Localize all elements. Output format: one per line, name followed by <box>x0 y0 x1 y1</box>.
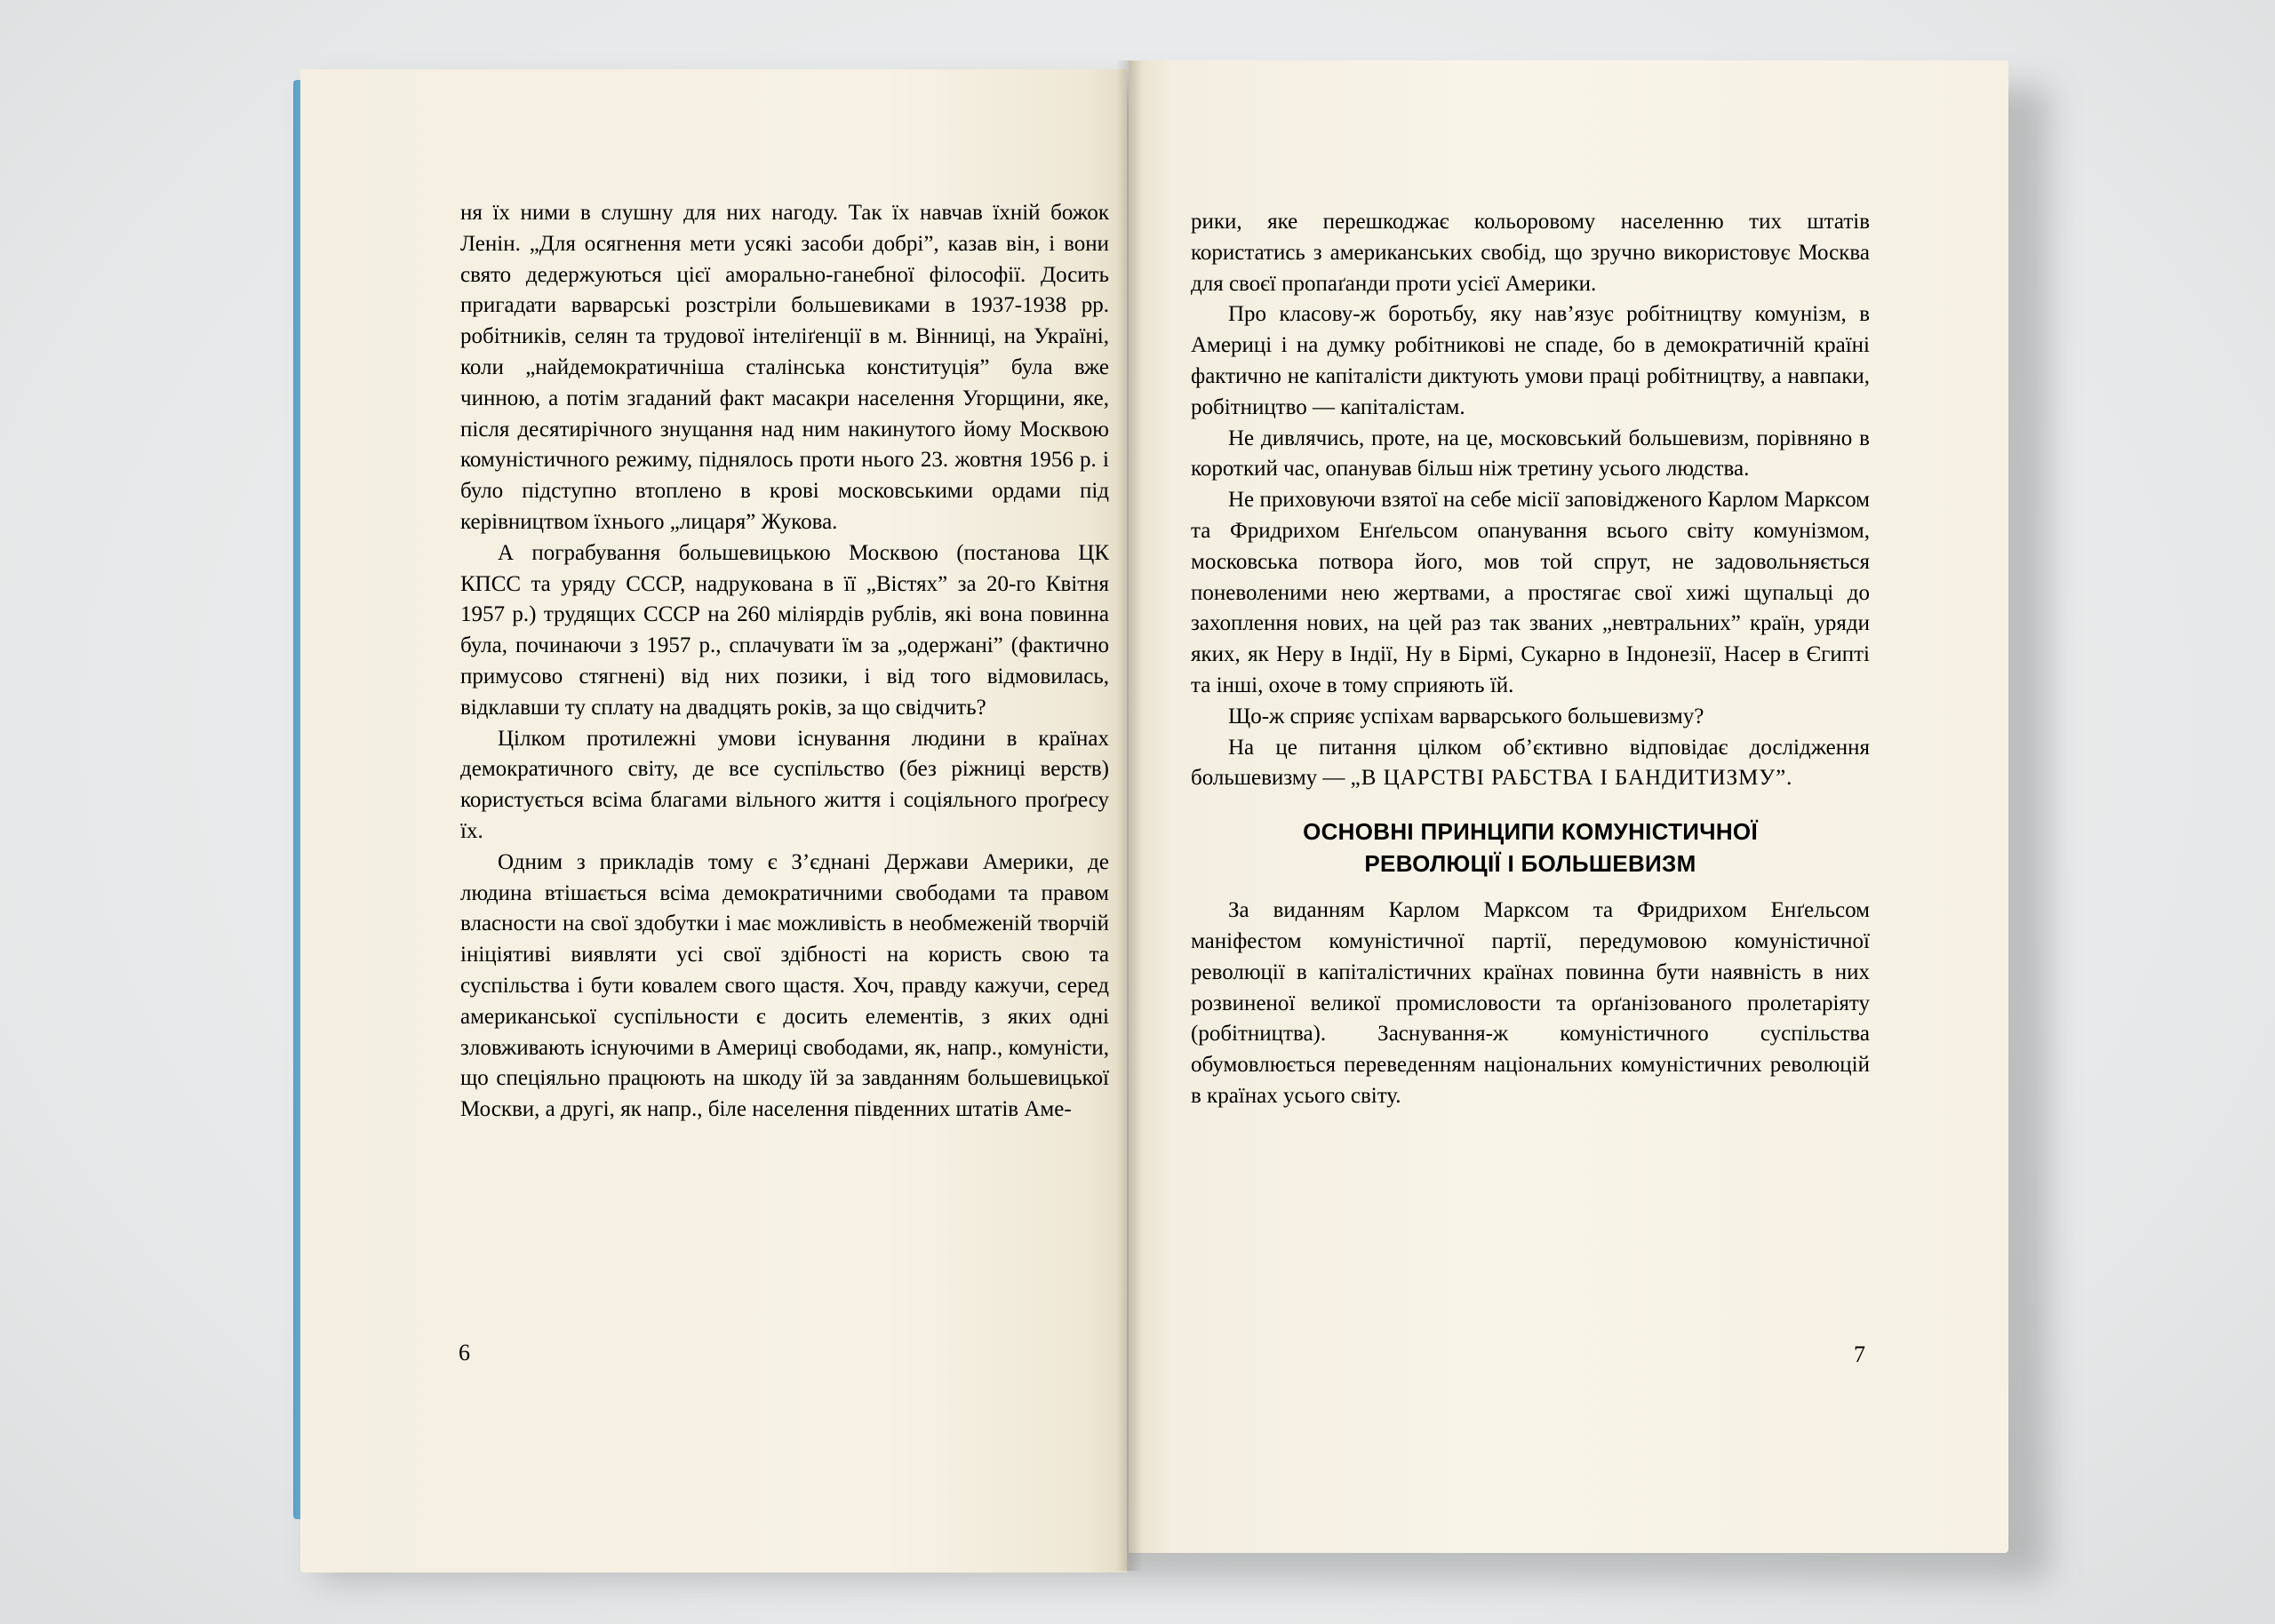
reference-paragraph <box>1191 733 1870 795</box>
right-paragraph: Що-ж сприяє успіхам варварського большевизму? <box>1228 704 1704 728</box>
section-heading-line: РЕВОЛЮЦІЇ І БОЛЬШЕВИЗМ <box>1364 850 1696 878</box>
left-paragraph: ня їх ними в слушну для них нагоду. Так їх навчав їхній божок Ленін. „Для осягнення мети усякі засоби добрі”, казав він, і вони свято дедержуються цієї аморально-ганебної філософії. Досить пригадати варварські розстріли большевиками в 1937-1938 рр. робітників, селян та трудової інтеліґенції в м. Вінниці, на Україні, коли „найдемократичніша сталінська конституція” була вже чинною, а потім згаданий факт масакри населення Угорщини, яке, після десятирічного знущання над ним накинутого йому Москвою комуністичного режиму, піднялось проти нього 23. жовтня 1956 р. і було підступно втоплено в крові московськими ордами під керівництвом їхнього „лицаря” Жукова. <box>460 201 1109 534</box>
right-paragraph: Не приховуючи взятої на себе місії заповідженого Карлом Марксом та Фридрихом Енґельсом опанування всього світу комунізмом, московська потвора його, мов той спрут, не задовольняється поневоленими нею жертвами, а простягає свої хижі щупальці до захоплення нових, на цей раз так званих „невтральних” країн, уряди яких, як Неру в Індії, Ну в Бірмі, Сукарно в Індонезії, Насер в Єгипті та інші, охоче в тому сприяють їй. <box>1191 488 1870 697</box>
page-number-left: 6 <box>459 1340 470 1365</box>
right-paragraph: За виданням Карлом Марксом та Фридрихом Енґельсом маніфестом комуністичної партії, передумовою комуністичної революції в капіталістичних країнах повинна бути наявність в них розвиненої великої промисловости та орґанізованого пролетаріяту (робітництва). Заснування-ж комуністичного суспільства обумовлюється переведенням національних комуністичних революцій в країнах усього світу. <box>1191 898 1870 1108</box>
book-gutter <box>1116 60 1143 1571</box>
left-page-text <box>460 198 1109 1126</box>
left-paragraph: Одним з прикладів тому є З’єднані Держави Америки, де людина втішається всіма демократичними свободами та правом власности на свої здобутки і має можливість в необмеженій творчій ініціятиві виявляти усі свої здібності на користь свою та суспільства і бути ковалем свого щастя. Хоч, правду кажучи, серед американської суспільности є досить елементів, з яких одні зловживають існуючими в Америці свободами, як, напр., комуністи, що спеціяльно працюють на шкоду їй за завданням большевицької Москви, а другі, як напр., біле населення південних штатів Аме- <box>460 849 1109 1122</box>
open-booklet <box>300 60 2033 1562</box>
reference-lead: На це питання цілком об’єктивно відповідає дослідження большевизму — <box>1191 735 1870 791</box>
right-paragraph: Про класову-ж боротьбу, яку нав’язує робітництву комунізм, в Америці і на думку робітникові не спаде, бо в демократичній країні фактично не капіталісти диктують умови праці робітництву, а навпаки, робітництво — капіталістам. <box>1191 302 1870 419</box>
left-paragraph: Цілком протилежні умови існування людини в країнах демократичного світу, де все суспільство (без ріжниці верств) користується всіма благами вільного життя і соціяльного проґресу їх. <box>460 726 1109 843</box>
reference-title: „В ЦАРСТВІ РАБСТВА І БАНДИТИЗМУ”. <box>1350 766 1793 791</box>
right-page-text <box>1191 207 1870 1112</box>
section-heading <box>1191 816 1870 880</box>
left-paragraph: А пограбування большевицькою Москвою (постанова ЦК КПСС та уряду СССР, надрукована в її „Вістях” за 20-го Квітня 1957 р.) трудящих СССР на 260 міліярдів рублів, які вона повинна була, починаючи з 1957 р., сплачувати їм за „одержані” (фактично примусово стягнені) від них позики, і від того відмовилась, відклавши ту сплату на двадцять років, за що свідчить? <box>460 540 1109 720</box>
right-paragraph: рики, яке перешкоджає кольоровому населенню тих штатів користатись з американських свобід, що зручно використовує Москва для своєї пропаґанди проти усієї Америки. <box>1191 210 1870 296</box>
section-heading-line: ОСНОВНІ ПРИНЦИПИ КОМУНІСТИЧНОЇ <box>1303 818 1758 846</box>
right-paragraph: Не дивлячись, проте, на це, московський большевизм, порівняно в короткий час, опанував більш ніж третину усього людства. <box>1191 426 1870 482</box>
page-number-right: 7 <box>1854 1341 1865 1367</box>
